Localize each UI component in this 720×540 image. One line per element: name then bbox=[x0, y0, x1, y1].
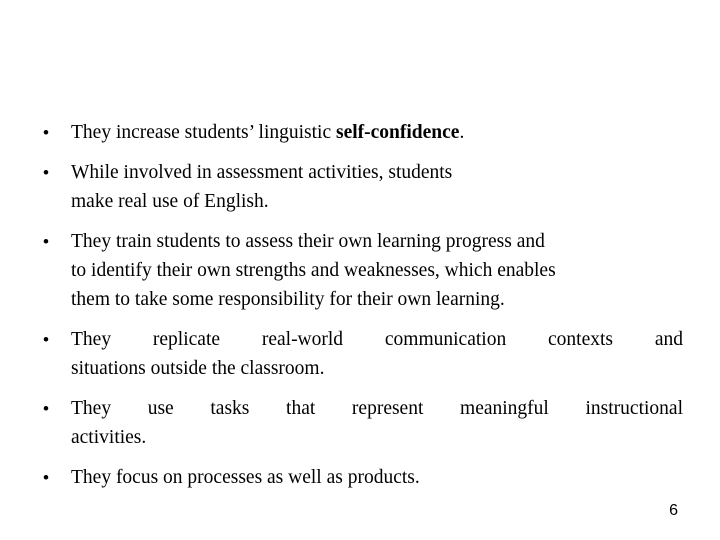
bullet-item bbox=[43, 158, 683, 216]
bullet-text: They focus on processes as well as products. bbox=[71, 467, 420, 488]
bullet-icon: • bbox=[43, 163, 49, 182]
bullet-item bbox=[43, 118, 683, 147]
bullet-line: They use tasks that represent meaningful instructional bbox=[71, 398, 683, 419]
bullet-line: them to take some responsibility for their own learning. bbox=[71, 289, 505, 310]
bullet-icon: • bbox=[43, 399, 49, 418]
bullet-text-end: . bbox=[459, 122, 465, 143]
bullet-text bbox=[71, 227, 683, 314]
bullet-icon: • bbox=[43, 123, 49, 142]
bullet-line: situations outside the classroom. bbox=[71, 358, 325, 379]
bullet-line: make real use of English. bbox=[71, 191, 269, 212]
bullet-line: activities. bbox=[71, 427, 147, 448]
bullet-line: They replicate real-world communication contexts and bbox=[71, 329, 683, 350]
bullet-text: They increase students’ linguistic bbox=[71, 122, 336, 143]
bullet-list bbox=[43, 118, 683, 492]
bullet-emphasis: self-confidence bbox=[335, 122, 460, 143]
bullet-icon: • bbox=[43, 468, 49, 487]
bullet-item bbox=[43, 325, 683, 383]
bullet-item bbox=[43, 463, 683, 492]
bullet-icon: • bbox=[43, 330, 49, 349]
bullet-line: to identify their own strengths and weaknesses, which enables bbox=[71, 260, 556, 281]
bullet-line: While involved in assessment activities, students bbox=[71, 162, 453, 183]
bullet-text bbox=[71, 394, 683, 452]
page-number: 6 bbox=[669, 502, 678, 519]
bullet-item bbox=[43, 227, 683, 314]
bullet-icon: • bbox=[43, 232, 49, 251]
bullet-item bbox=[43, 394, 683, 452]
bullet-line: They train students to assess their own learning progress and bbox=[71, 231, 545, 252]
bullet-text bbox=[71, 325, 683, 383]
bullet-text bbox=[71, 158, 683, 216]
